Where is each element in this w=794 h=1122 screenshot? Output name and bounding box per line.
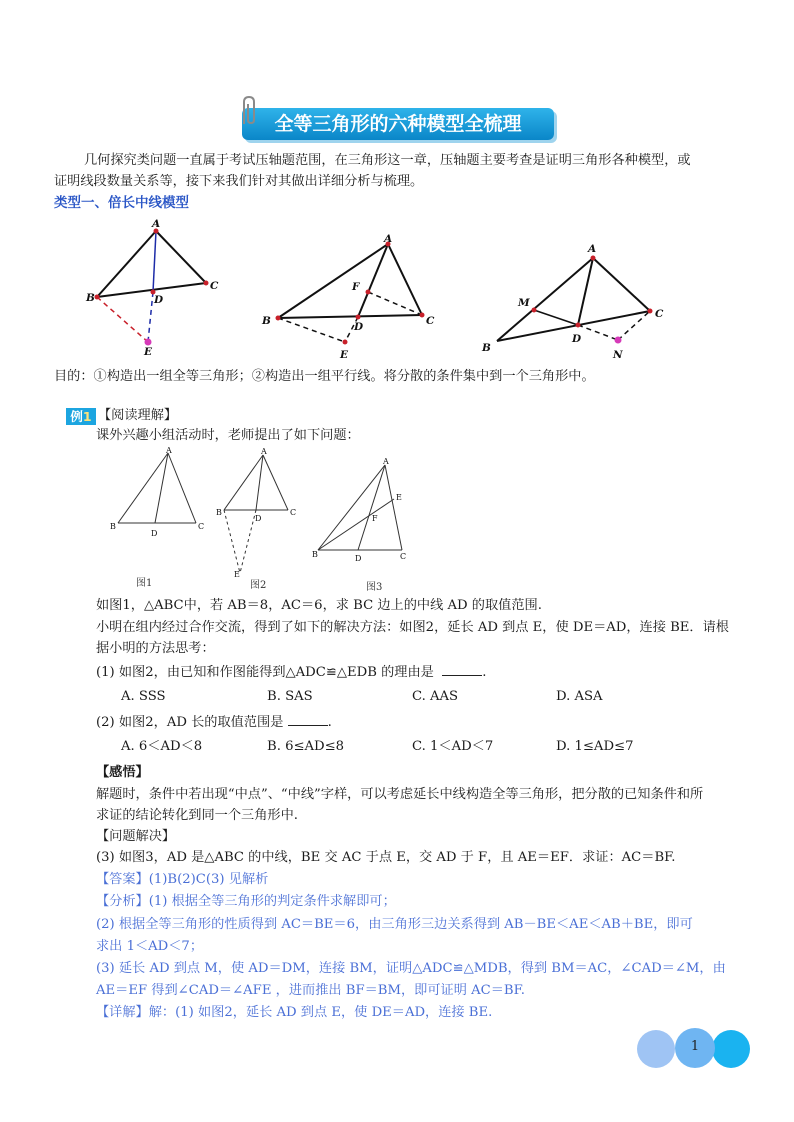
svg-text:D: D	[355, 554, 362, 563]
question-3: (3) 如图3，AD 是△ABC 的中线，BE 交 AC 于点 E，交 AD 于 F，且 AE＝EF．求证：AC＝BF.	[96, 850, 676, 865]
label-A: A	[152, 218, 161, 230]
svg-text:A: A	[166, 446, 172, 455]
question-1: (1) 如图2，由已知和作图能得到△ADC≌△EDB 的理由是 .	[96, 665, 487, 680]
label-B: B	[482, 342, 491, 354]
type1-heading: 类型一、倍长中线模型	[54, 195, 189, 211]
svg-text:D: D	[255, 514, 262, 523]
detail-line: 【详解】解：(1) 如图2，延长 AD 到点 E，使 DE＝AD，连接 BE.	[96, 1005, 493, 1020]
example-figure-1	[110, 445, 205, 590]
analysis-line-2b: 求出 1＜AD＜7；	[96, 939, 204, 954]
answer-blank-2	[288, 713, 328, 726]
q2-option-d: D. 1≤AD≤7	[556, 739, 634, 754]
insight-line-2: 求证的结论转化到同一个三角形中.	[96, 808, 299, 823]
svg-text:B: B	[110, 522, 116, 531]
svg-text:C: C	[290, 508, 297, 517]
method-line-1: 小明在组内经过合作交流，得到了如下的解决方法：如图2，延长 AD 到点 E，使 DE＝AD，连接 BE．请根	[96, 620, 729, 635]
intro-line-2: 证明线段数量关系等，接下来我们针对其做出详细分析与梳理。	[54, 174, 424, 189]
label-A: A	[588, 243, 597, 255]
answer-blank-1	[442, 663, 482, 676]
label-E: E	[340, 349, 349, 361]
fig-caption-2: 图2	[250, 580, 267, 591]
intro-line-1: 几何探究类问题一直属于考试压轴题范围，在三角形这一章，压轴题主要考查是证明三角形各种模型，或	[84, 153, 691, 168]
fig-caption-3: 图3	[366, 582, 383, 593]
svg-text:A: A	[383, 457, 389, 466]
figure-model-3	[480, 238, 680, 363]
question-2: (2) 如图2，AD 长的取值范围是 .	[96, 715, 332, 730]
insight-title: 【感悟】	[96, 765, 149, 780]
question-main: 如图1，△ABC中，若 AB＝8，AC＝6，求 BC 边上的中线 AD 的取值范围.	[96, 598, 542, 613]
svg-text:E: E	[234, 570, 240, 579]
label-D: D	[154, 294, 164, 306]
page-deco-circle-left	[637, 1030, 675, 1068]
insight-line-1: 解题时，条件中若出现“中点”、“中线”字样，可以考虑延长中线构造全等三角形，把分散的已知条件和所	[96, 787, 704, 802]
label-B: B	[86, 292, 95, 304]
solve-title: 【问题解决】	[96, 829, 176, 844]
q2-option-c: C. 1＜AD＜7	[412, 739, 494, 754]
label-N: N	[613, 349, 623, 361]
svg-text:C: C	[400, 552, 407, 561]
label-F: F	[352, 281, 360, 293]
answer-text: 【答案】(1)B(2)C(3) 见解析	[96, 872, 269, 887]
example-figure-2	[210, 445, 300, 590]
svg-text:F: F	[372, 514, 378, 523]
svg-text:B: B	[312, 550, 318, 559]
figure-model-2	[258, 228, 448, 368]
page-number: 1	[690, 1039, 700, 1054]
example-intro: 课外兴趣小组活动时，老师提出了如下问题：	[96, 428, 360, 443]
page-title: 全等三角形的六种模型全梳理	[242, 108, 554, 140]
svg-text:A: A	[261, 447, 267, 456]
q1-option-c: C. AAS	[412, 689, 459, 704]
svg-text:B: B	[216, 508, 222, 517]
label-D: D	[572, 333, 582, 345]
analysis-line-3b: AE＝EF 得到∠CAD＝∠AFE ，进而推出 BF＝BM，即可证明 AC＝BF.	[96, 983, 525, 998]
label-C: C	[426, 315, 435, 327]
method-line-2: 据小明的方法思考：	[96, 641, 215, 656]
analysis-line-1: 【分析】(1) 根据全等三角形的判定条件求解即可；	[96, 894, 396, 909]
q1-option-b: B. SAS	[267, 689, 313, 704]
label-M: M	[518, 297, 530, 309]
analysis-line-2a: (2) 根据全等三角形的性质得到 AC＝BE＝6，由三角形三边关系得到 AB－BE＜AE＜AB＋BE，即可	[96, 917, 693, 932]
figure-model-1	[80, 215, 240, 365]
title-banner	[242, 104, 554, 144]
example-figure-3	[310, 455, 415, 570]
q1-option-d: D. ASA	[556, 689, 603, 704]
label-E: E	[144, 346, 153, 358]
example-badge: 例1	[66, 408, 96, 425]
fig-caption-1: 图1	[136, 578, 153, 589]
example-tag: 【阅读理解】	[98, 408, 178, 423]
page-deco-circle-right	[712, 1030, 750, 1068]
label-A: A	[384, 233, 393, 245]
svg-text:D: D	[151, 529, 158, 538]
q2-option-b: B. 6≤AD≤8	[267, 739, 345, 754]
svg-text:E: E	[396, 493, 402, 502]
svg-text:C: C	[198, 522, 205, 531]
analysis-line-3a: (3) 延长 AD 到点 M，使 AD＝DM，连接 BM，证明△ADC≌△MDB，得到 BM＝AC，∠CAD＝∠M，由	[96, 961, 726, 976]
q2-option-a: A. 6＜AD＜8	[121, 739, 203, 754]
paperclip-icon	[238, 94, 260, 128]
purpose-text: 目的：①构造出一组全等三角形；②构造出一组平行线。将分散的条件集中到一个三角形中。	[54, 369, 595, 384]
label-D: D	[354, 321, 364, 333]
label-B: B	[262, 315, 271, 327]
label-C: C	[210, 280, 219, 292]
q1-option-a: A. SSS	[121, 689, 166, 704]
label-C: C	[655, 308, 664, 320]
